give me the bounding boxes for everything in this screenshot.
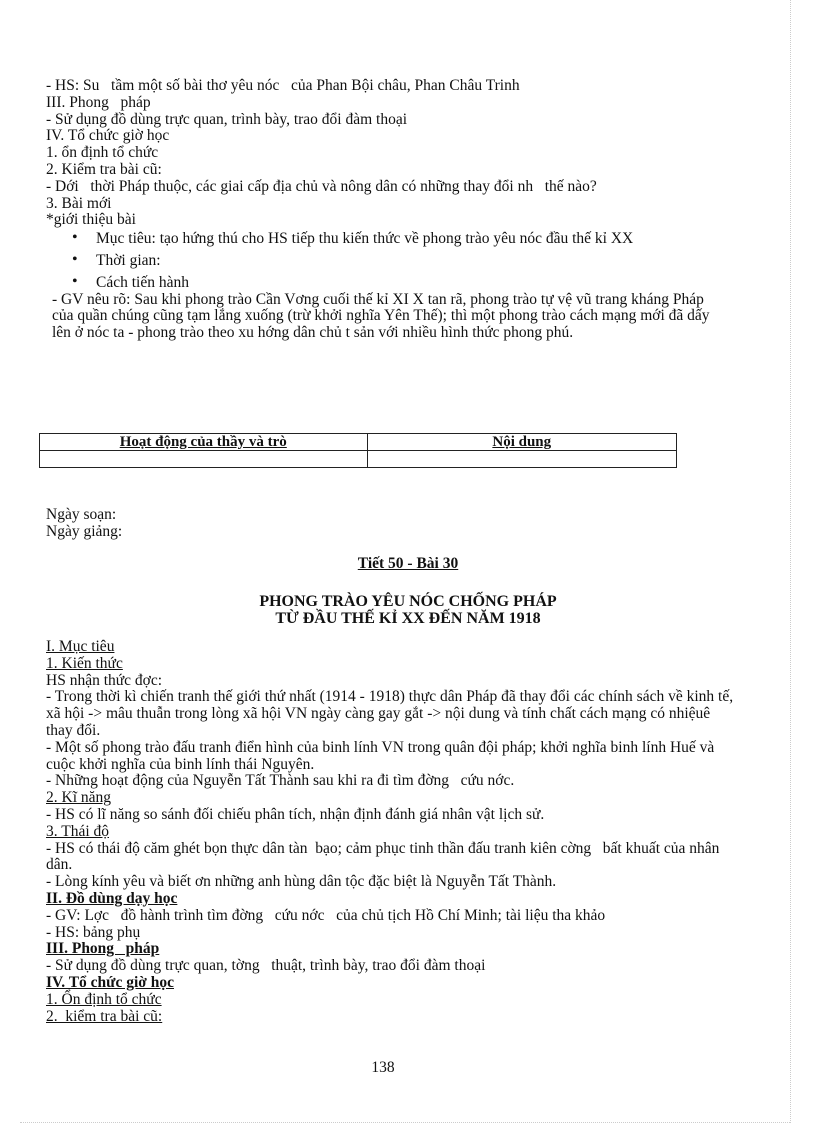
- materials-line: - GV: Lợc đồ hành trình tìm đờng cứu nớc của chủ tịch Hồ Chí Minh; tài liệu tha khảo: [46, 906, 606, 924]
- prep-date: Ngày soạn:: [46, 506, 117, 523]
- bullet-text: Cách tiến hành: [96, 273, 189, 291]
- methods-heading: III. Phong pháp: [46, 940, 160, 958]
- knowledge-heading: 1. Kiến thức: [46, 654, 123, 672]
- teach-date: Ngày giảng:: [46, 522, 123, 540]
- new-lesson-heading: 3. Bài mới: [46, 194, 112, 212]
- hs-prep-line: - HS: Su tầm một số bài thơ yêu nóc của Phan Bội châu, Phan Châu Trinh: [46, 77, 520, 94]
- bullet-time: [46, 250, 726, 270]
- activity-table: [39, 433, 677, 468]
- gv-note: - GV nêu rõ: Sau khi phong trào Cần Vơng cuối thế kỉ XI X tan rã, phong trào tự vệ vũ trang kháng Pháp của quần chúng cũng tạm lắng xuống (trừ khởi nghĩa Yên Thế); thì một phong trào cách mạng mới đã dấy lên ở nóc ta - phong trào theo xu hớng dân chủ t sản với nhiều hình thức phong phú.: [52, 290, 710, 342]
- organization-heading: IV. Tổ chức giờ học: [46, 127, 170, 145]
- materials-heading: II. Đồ dùng dạy học: [46, 889, 178, 907]
- knowledge-line: - Trong thời kì chiến tranh thế giới thứ nhất (1914 - 1918) thực dân Pháp đã thay đổi các chính sách về kinh tế, xã hội -> mâu thuẫn trong lòng xã hội VN ngày càng gay gắt -> nội dung và tính chất cách mạng có nhiệuê thay đổi.: [46, 688, 737, 739]
- knowledge-line: - Những hoạt động của Nguyễn Tất Thành sau khi ra đi tìm đờng cứu nớc.: [46, 772, 515, 790]
- skills-line: - HS có lĩ năng so sánh đối chiếu phân tích, nhận định đánh giá nhân vật lịch sử.: [46, 805, 545, 823]
- bullet-text: Mục tiêu: tạo hứng thú cho HS tiếp thu kiến thức về phong trào yêu nóc đầu thế kỉ XX: [96, 230, 634, 248]
- page-number: 138: [371, 1059, 395, 1076]
- table-header-row: [40, 434, 677, 451]
- attitude-line: - Lòng kính yêu và biết ơn những anh hùng dân tộc đặc biệt là Nguyễn Tất Thành.: [46, 873, 557, 891]
- method-heading: III. Phong pháp: [46, 93, 151, 111]
- table-cell: [367, 451, 677, 468]
- bullet-dot: •: [72, 229, 78, 247]
- bullet-dot: •: [72, 272, 78, 290]
- review-heading: 2. Kiểm tra bài cũ:: [46, 160, 162, 178]
- bullet-text: Thời gian:: [96, 251, 161, 269]
- organization-heading-2: IV. Tổ chức giờ học: [46, 973, 174, 991]
- top-section: [46, 78, 726, 342]
- materials-line: - HS: bảng phụ: [46, 923, 141, 941]
- dates-section: [46, 507, 726, 541]
- bullet-procedure: [46, 272, 726, 292]
- lesson-body: [46, 639, 736, 1025]
- methods-line: - Sử dụng đồ dùng trực quan, tờng thuật, trình bày, trao đổi đàm thoại: [46, 957, 486, 975]
- table-header-activity: Hoạt động của thầy và trò: [40, 434, 368, 451]
- table-row: [40, 451, 677, 468]
- knowledge-line: - Một số phong trào đấu tranh điển hình của binh lính VN trong quân đội pháp; khởi nghĩa binh lính Huế và cuộc khởi nghĩa của binh lính thái Nguyên.: [46, 738, 719, 773]
- lesson-title-line1: PHONG TRÀO YÊU NÓC CHỐNG PHÁP: [259, 593, 557, 610]
- lesson-number: Tiết 50 - Bài 30: [357, 555, 459, 572]
- lesson-title-line2: TỪ ĐẦU THẾ KỈ XX ĐẾN NĂM 1918: [275, 610, 541, 627]
- skills-heading: 2. Kĩ năng: [46, 789, 112, 807]
- bullet-objective: [46, 231, 726, 248]
- attitude-heading: 3. Thái độ: [46, 822, 109, 840]
- stabilize-line: 1. ổn định tổ chức: [46, 144, 159, 162]
- intro-heading: *giới thiệu bài: [46, 211, 136, 229]
- bullet-dot: •: [72, 250, 78, 268]
- table-header-content: Nội dung: [367, 434, 677, 451]
- table-cell: [40, 451, 368, 468]
- page-border-right: [790, 0, 791, 1123]
- review-heading-2: 2. kiểm tra bài cũ:: [46, 1007, 163, 1025]
- stabilize-heading: 1. Ổn định tổ chức: [46, 990, 162, 1008]
- method-line: - Sử dụng đồ dùng trực quan, trình bày, trao đổi đàm thoại: [46, 110, 408, 128]
- attitude-line: - HS có thái độ căm ghét bọn thực dân tàn bạo; cảm phục tinh thần đấu tranh kiên cờng bất khuất của nhân dân.: [46, 839, 724, 874]
- knowledge-line: HS nhận thức đợc:: [46, 671, 163, 689]
- review-question: - Dới thời Pháp thuộc, các giai cấp địa chủ và nông dân có những thay đổi nh thế nào?: [46, 177, 597, 195]
- intro-bullets: [46, 231, 726, 291]
- objectives-heading: I. Mục tiêu: [46, 638, 115, 655]
